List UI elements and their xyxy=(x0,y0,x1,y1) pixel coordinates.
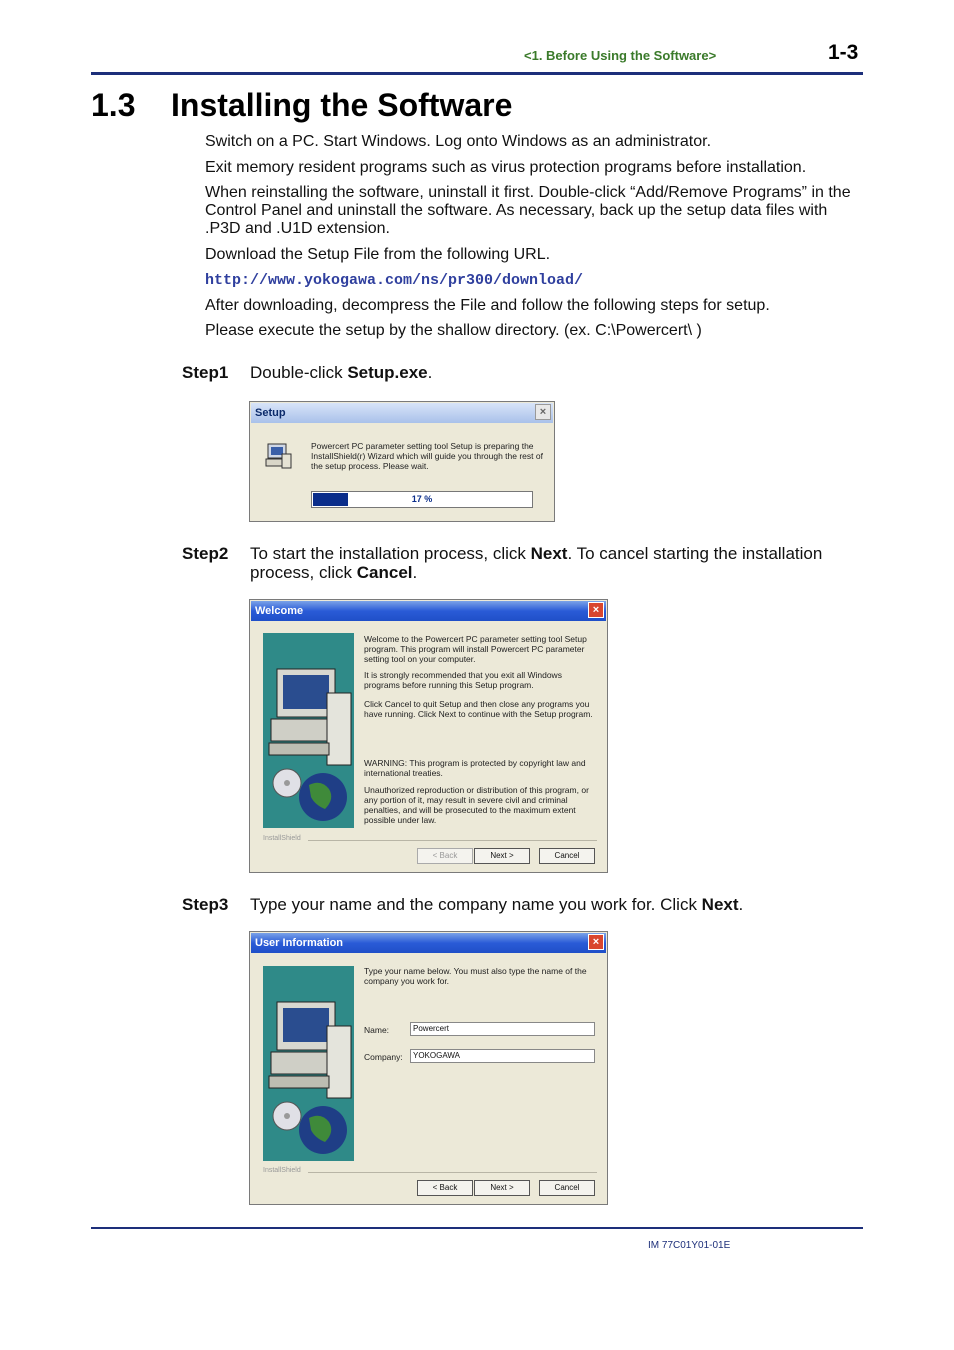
bottom-rule xyxy=(91,1227,863,1229)
welcome-message-2: It is strongly recommended that you exit all Windows programs before running this Setup program. xyxy=(364,670,562,690)
progress-bar xyxy=(311,491,533,508)
welcome-dialog xyxy=(249,599,608,873)
welcome-message-5: Unauthorized reproduction or distribution of this program, or any portion of it, may result in severe civil and criminal penalties, and will be prosecuted to the maximum extent possible under law. xyxy=(364,785,589,825)
setup-dialog-title: Setup xyxy=(251,403,553,423)
step1-setup-exe: Setup.exe xyxy=(347,363,428,382)
step1-label: Step1 xyxy=(182,363,229,382)
step1-text-a: Double-click xyxy=(250,363,348,382)
intro-p3: When reinstalling the software, uninstall it first. Double-click “Add/Remove Programs” in the Control Panel and uninstall the software. As necessary, back up the setup data files with .P3D and .U1D extension. xyxy=(205,184,851,237)
page-title xyxy=(91,87,512,124)
next-button[interactable]: Next > xyxy=(474,1180,530,1196)
welcome-message-1: Welcome to the Powercert PC parameter setting tool Setup program. This program will install Powercert PC parameter setting tool on your computer. xyxy=(364,634,587,664)
step3-text xyxy=(250,895,850,914)
intro-p2: Exit memory resident programs such as virus protection programs before installation. xyxy=(205,159,807,176)
section-title: Installing the Software xyxy=(171,87,513,123)
setup-dialog xyxy=(249,401,555,522)
step2-text-a: To start the installation process, click xyxy=(250,544,531,563)
installshield-brand: InstallShield xyxy=(263,1167,301,1174)
intro-p6: Please execute the setup by the shallow directory. (ex. C:\Powercert\ ) xyxy=(205,322,702,339)
computer-art xyxy=(263,966,354,1161)
computer-globe-icon xyxy=(263,966,354,1161)
name-input[interactable]: Powercert xyxy=(410,1022,595,1036)
computer-art xyxy=(263,633,354,828)
close-icon[interactable]: × xyxy=(588,934,604,950)
step2-text-e: . xyxy=(412,563,418,582)
back-button[interactable]: < Back xyxy=(417,848,473,864)
page-number: 1-3 xyxy=(828,41,859,64)
installer-icon xyxy=(262,440,294,472)
step2-text xyxy=(250,544,850,582)
step3-text-a: Type your name and the company name you work for. Click xyxy=(250,895,702,914)
welcome-message-3: Click Cancel to quit Setup and then close any programs you have running. Click Next to continue with the Setup program. xyxy=(364,699,593,719)
section-header: <1. Before Using the Software> xyxy=(524,48,717,63)
cancel-button[interactable]: Cancel xyxy=(539,1180,595,1196)
cancel-button[interactable]: Cancel xyxy=(539,848,595,864)
intro-p4: Download the Setup File from the following URL. xyxy=(205,246,551,263)
setup-message: Powercert PC parameter setting tool Setup is preparing the InstallShield(r) Wizard which will guide you through the rest of the setup process. Please wait. xyxy=(311,441,543,471)
name-label: Name: xyxy=(364,1025,390,1035)
step2-text-c: . To cancel starting the installation process, click xyxy=(250,544,823,582)
close-icon[interactable]: × xyxy=(588,602,604,618)
step1-text xyxy=(250,363,850,382)
step2-label: Step2 xyxy=(182,544,229,563)
company-label: Company: xyxy=(364,1052,403,1062)
welcome-dialog-title: Welcome xyxy=(251,601,606,621)
document-id: IM 77C01Y01-01E xyxy=(648,1240,731,1251)
progress-label: 17 % xyxy=(411,494,433,504)
close-icon[interactable]: × xyxy=(535,404,551,420)
computer-globe-icon xyxy=(263,633,354,828)
next-button[interactable]: Next > xyxy=(474,848,530,864)
step2-next-word: Next xyxy=(530,544,568,563)
section-number: 1.3 xyxy=(91,87,136,123)
step3-text-c: . xyxy=(738,895,744,914)
intro-p1: Switch on a PC. Start Windows. Log onto Windows as an administrator. xyxy=(205,133,712,150)
intro-p5: After downloading, decompress the File and follow the following steps for setup. xyxy=(205,297,770,314)
step3-next-word: Next xyxy=(701,895,739,914)
download-url-link[interactable]: http://www.yokogawa.com/ns/pr300/download/ xyxy=(205,272,584,289)
step1-text-c: . xyxy=(427,363,433,382)
top-rule xyxy=(91,72,863,75)
step2-cancel-word: Cancel xyxy=(356,563,413,582)
user-information-dialog xyxy=(249,931,608,1205)
welcome-message-4: WARNING: This program is protected by copyright law and international treaties. xyxy=(364,758,586,778)
separator xyxy=(308,1172,597,1173)
separator xyxy=(308,840,597,841)
company-input[interactable]: YOKOGAWA xyxy=(410,1049,595,1063)
step3-label: Step3 xyxy=(182,895,229,914)
user-info-message: Type your name below. You must also type the name of the company you work for. xyxy=(364,966,587,986)
user-info-dialog-title: User Information xyxy=(251,933,606,953)
back-button[interactable]: < Back xyxy=(417,1180,473,1196)
installshield-brand: InstallShield xyxy=(263,835,301,842)
